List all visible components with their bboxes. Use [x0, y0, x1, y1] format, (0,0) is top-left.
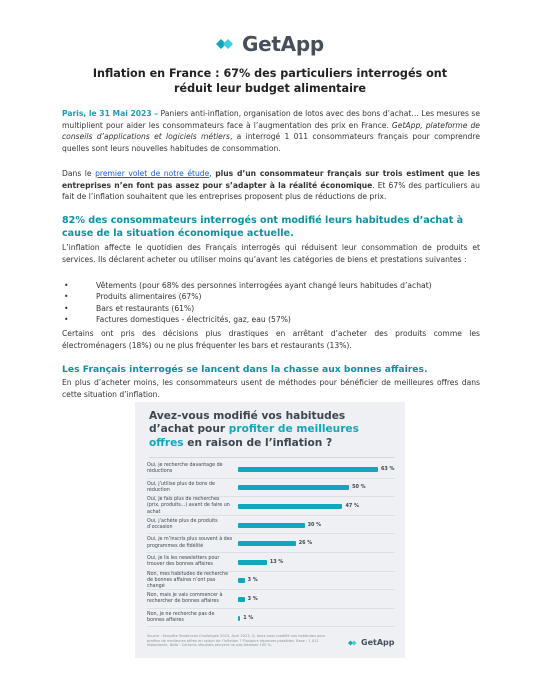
para2-post: . Et 67% des particuliers au fait de l’inflation souhaitent que les entreprises proposent plus de réductions de prix. — [62, 180, 480, 202]
bullet-item: • Bars et restaurants (61%) — [62, 303, 482, 314]
chart-bar — [238, 597, 245, 602]
chart-bar — [238, 616, 240, 621]
chart-row — [135, 479, 405, 498]
section2-heading: Les Français interrogés se lancent dans la chasse aux bonnes affaires. — [62, 364, 428, 375]
chart-bar — [238, 504, 342, 509]
chart-category-label: Oui, je fais plus de recherches (prix, produits...) avant de faire un achat — [147, 497, 230, 515]
chart-value-label: 26 % — [298, 540, 313, 547]
chart-value-label: 50 % — [352, 484, 366, 491]
chart-category-label: Non, je ne recherche pas de bonnes affaires — [147, 611, 215, 624]
chart-category-label: Oui, j’utilise plus de bons de réduction — [147, 481, 215, 493]
page-title: Inflation en France : 67% des particuliers interrogés ont réduit leur budget alimentaire — [92, 67, 448, 95]
section1-after-text: Certains ont pris des décisions plus drastiques en arrêtant d’acheter des produits comme les électroménagers (18%) ou ne plus fréquenter les bars et restaurants (13%). — [62, 329, 480, 350]
chart-title-divider — [149, 457, 395, 458]
chart-row — [135, 553, 405, 572]
section2-text: En plus d’acheter moins, les consommateurs usent de méthodes pour bénéficier de meilleures offres dans cette situation d’inflation. — [62, 378, 480, 399]
chart-value-label: 3 % — [247, 577, 258, 584]
chart-bar — [238, 560, 267, 565]
getapp-logo-icon — [214, 36, 236, 52]
chart-value-label: 3 % — [247, 595, 258, 602]
intro-paragraph — [62, 108, 480, 154]
chart-title-highlight: profiter de meilleures offres — [149, 423, 359, 449]
chart-row-divider — [147, 626, 395, 627]
para2-pre: Dans le — [62, 169, 96, 178]
chart-title-part1: Avez-vous modifié vos habitudes d’achat pour — [149, 410, 346, 436]
chart-category-label: Non, mais je vais commencer à rechercher de bonnes affaires — [147, 593, 223, 605]
chart-category-label: Non, mes habitudes de recherche de bonnes affaires n’ont pas changé — [147, 571, 229, 589]
section1-text: L’inflation affecte le quotidien des Français interrogés qui réduisent leur consommation de produits et services. Ils déclarent acheter ou utiliser moins qu’avant les catégories de biens et prestations suivantes : — [62, 243, 480, 264]
offers-infographic — [135, 402, 405, 658]
chart-category-label: Oui, je m’inscris plus souvent à des programmes de fidélité — [147, 537, 233, 549]
chart-value-label: 30 % — [307, 521, 322, 528]
chart-row — [135, 609, 405, 628]
chart-bar — [238, 467, 378, 472]
para2-mid: , — [209, 169, 216, 178]
study-link[interactable]: premier volet de notre étude — [95, 169, 210, 178]
bullet-item: • Factures domestiques - électricités, gaz, eau (57%) — [62, 314, 482, 325]
chart-bar — [238, 578, 245, 583]
chart-value-label: 13 % — [269, 558, 284, 565]
chart-category-label: Oui, je lis les newsletters pour trouver des bonnes affaires — [147, 556, 220, 568]
chart-source: Source : Enquête Tendances Challenges 2023, Avril 2023. Q. Avez-vous modifié vos habitudes pour profiter de meilleures offres en raison de l’inflation ? Plusieurs réponses possibles. Base : 1 011 répondants. Note : Certains résultats peuvent ne pas totaliser 100 %. — [147, 634, 326, 648]
section1-heading: 82% des consommateurs interrogés ont modifié leurs habitudes d’achat à cause de la situation économique actuelle. — [62, 215, 464, 240]
bullet-item: • Vêtements (pour 68% des personnes interrogées ayant changé leurs habitudes d’achat) — [62, 280, 482, 291]
chart-title — [149, 410, 389, 450]
chart-row — [135, 516, 405, 535]
chart-value-label: 63 % — [381, 465, 395, 472]
dateline: Paris, le 31 Mai 2023 – — [62, 109, 159, 118]
intro-text-em: GetApp, plateforme de conseils d’applications et logiciels métiers — [62, 120, 480, 142]
chart-value-label: 1 % — [243, 614, 254, 621]
chart-brand-name: GetApp — [361, 638, 395, 647]
brand-name: GetApp — [242, 32, 324, 56]
intro-text-2: , a interrogé 1 011 consommateurs français pour comprendre quelles sont leurs nouvelles habitudes de consommation. — [62, 132, 480, 153]
section1-bullets — [62, 280, 482, 326]
chart-bar — [238, 541, 296, 546]
intro-text-1: Paniers anti-inflation, organisation de lotos avec des bons d’achat… Les mesures se multiplient pour aider les consommateurs face à l’augmentation des prix en France. — [62, 109, 480, 130]
chart-bar — [238, 485, 349, 490]
getapp-logo — [214, 32, 324, 56]
chart-row — [135, 460, 405, 479]
chart-row — [135, 497, 405, 516]
chart-category-label: Oui, j’achète plus de produits d’occasion — [147, 518, 218, 531]
chart-category-label: Oui, je recherche davantage de réductions — [147, 463, 223, 475]
chart-value-label: 47 % — [345, 502, 359, 509]
chart-getapp-logo — [347, 638, 394, 647]
para2-bold: plus d’un consommateur français sur trois estiment que les entreprises n’en font pas assez pour s’adapter à la réalité économique — [62, 169, 480, 190]
chart-row — [135, 590, 405, 609]
chart-title-part2: en raison de l’inflation ? — [183, 436, 333, 449]
chart-row — [135, 572, 405, 591]
getapp-logo-icon — [347, 639, 358, 647]
chart-bar — [238, 523, 305, 528]
second-paragraph — [62, 168, 480, 203]
bullet-item: • Produits alimentaires (67%) — [62, 291, 482, 302]
chart-row — [135, 534, 405, 553]
